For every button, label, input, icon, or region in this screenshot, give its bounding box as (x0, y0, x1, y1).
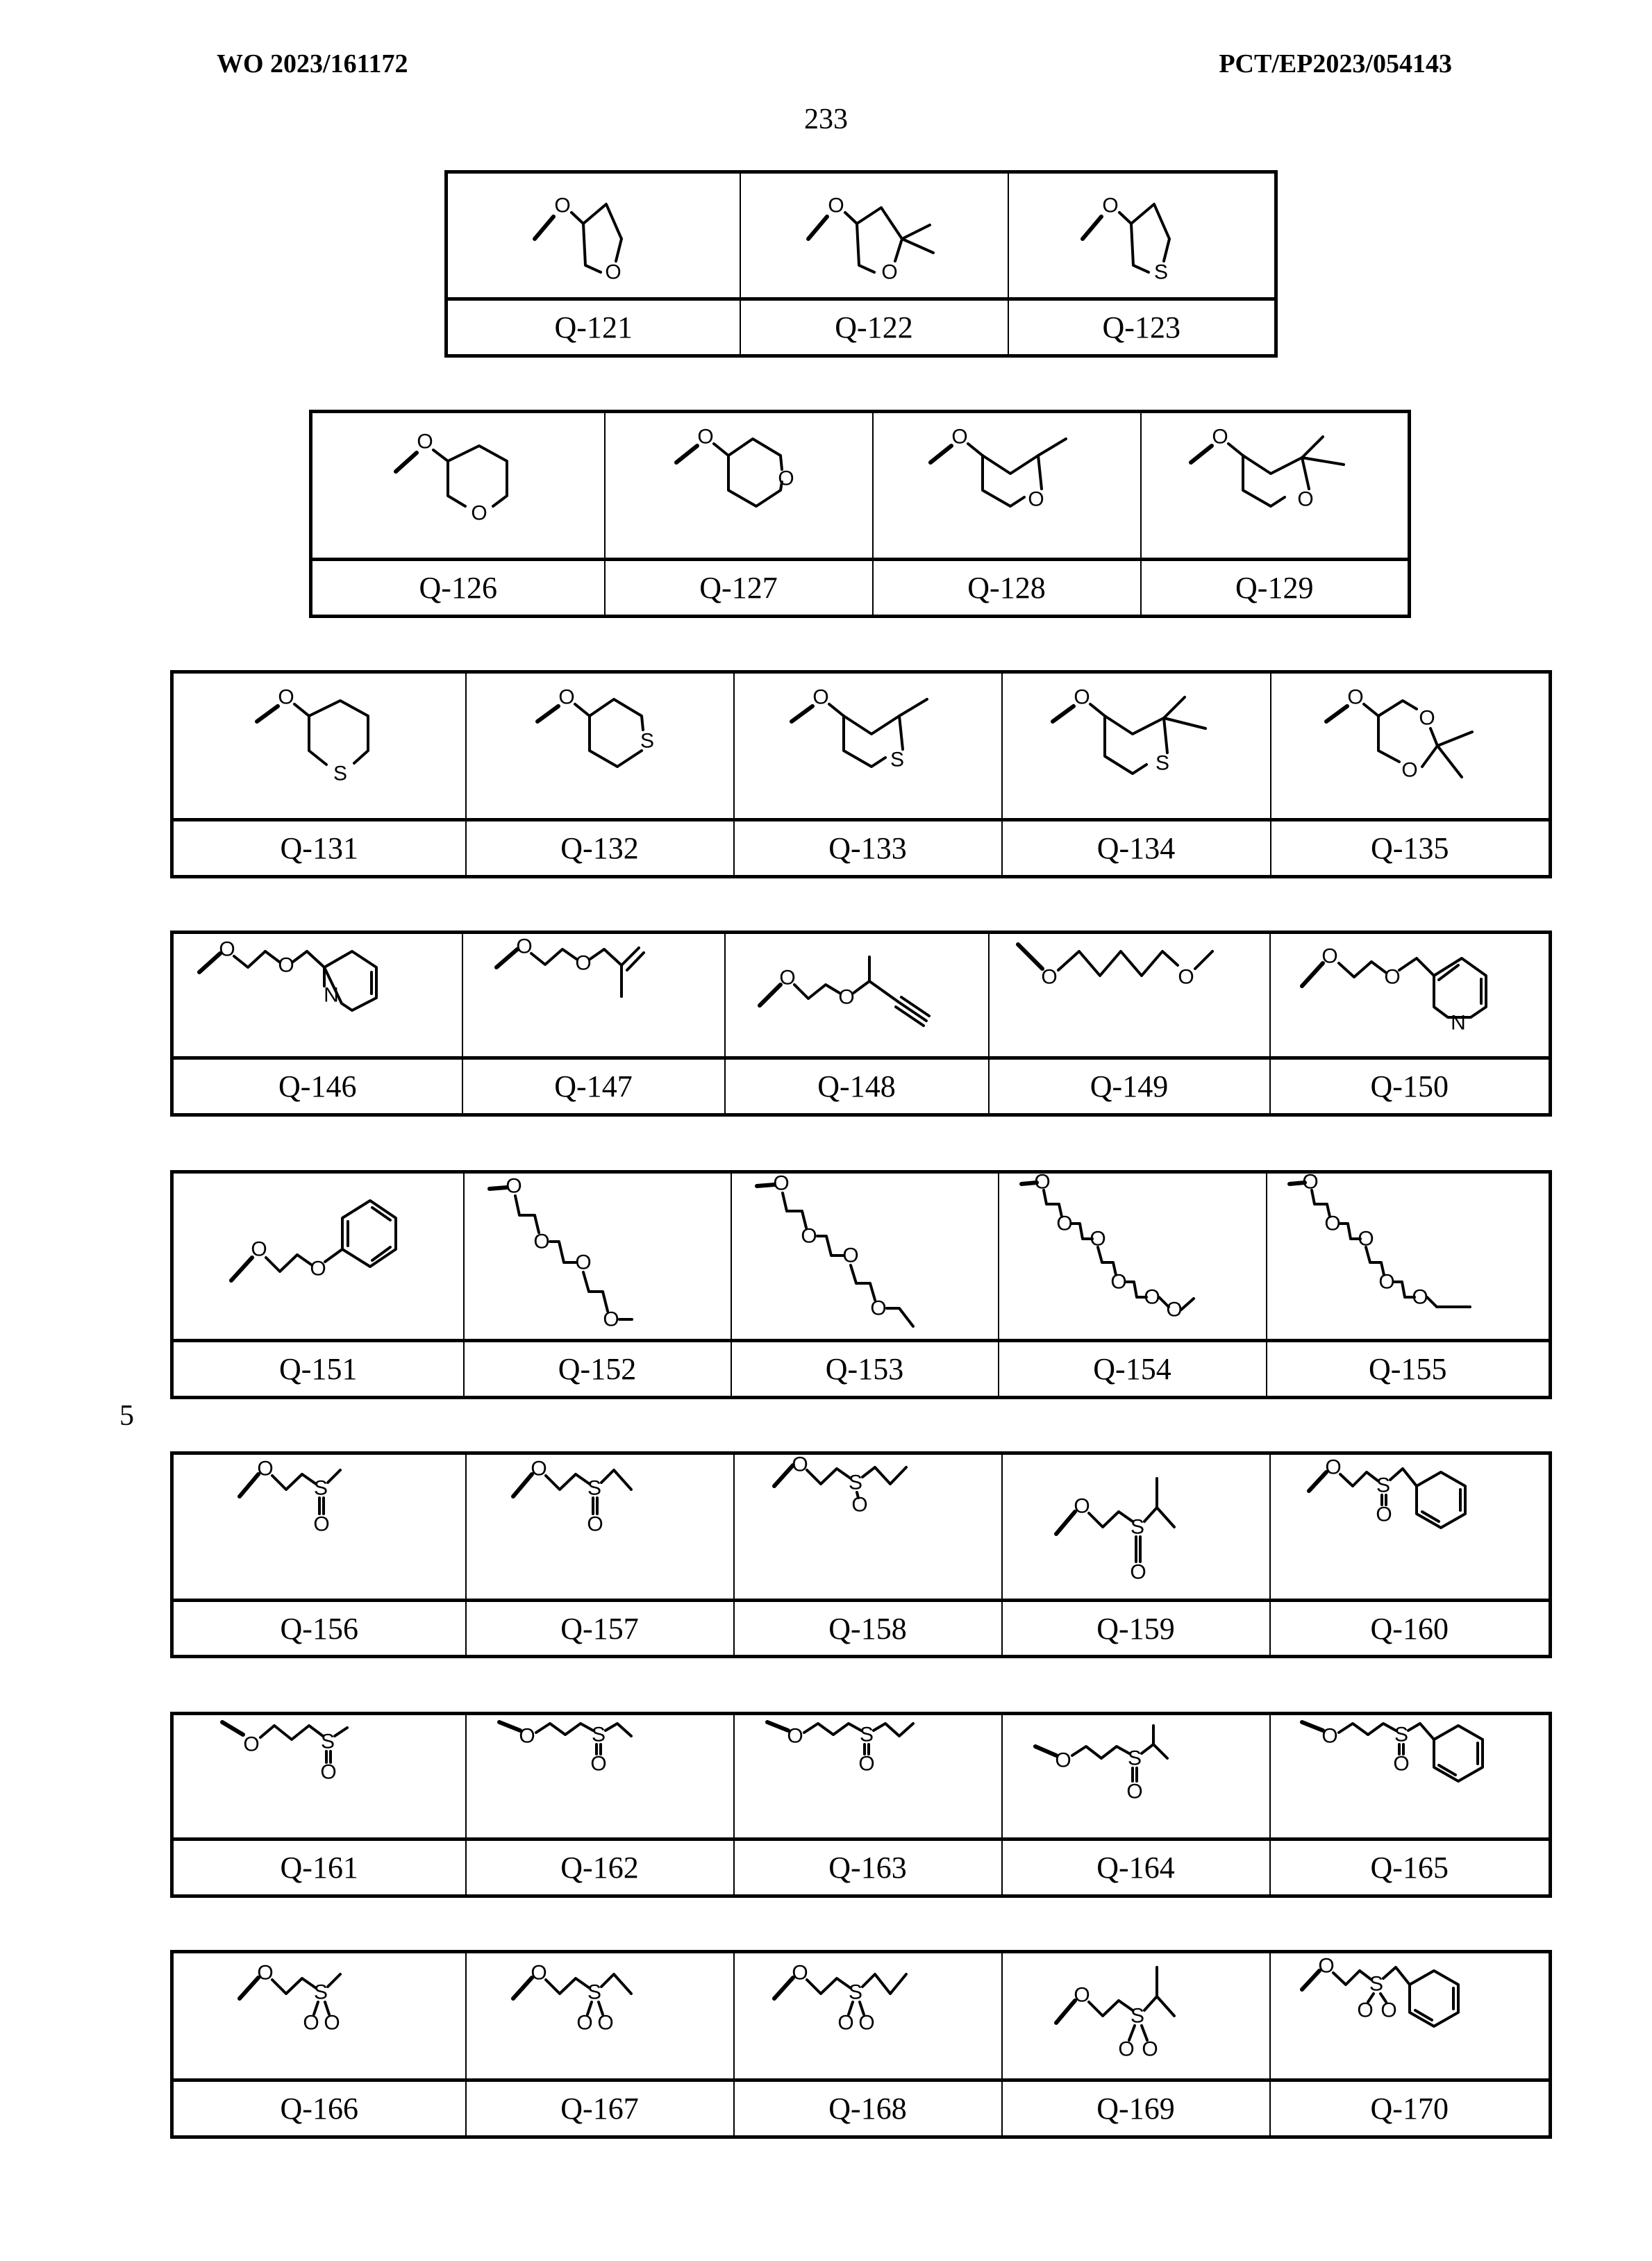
structure-q156-image (229, 1455, 410, 1545)
structure-q150-image (1285, 934, 1535, 1052)
structure-q160-image (1299, 1455, 1521, 1545)
compound-label: Q-153 (731, 1341, 999, 1398)
svg-text:O: O (1380, 1999, 1397, 2022)
svg-text:O: O (1318, 1954, 1335, 1978)
svg-text:O: O (590, 1752, 607, 1776)
compound-label: Q-133 (734, 820, 1002, 877)
compound-label: Q-123 (1008, 299, 1276, 356)
svg-text:O: O (605, 260, 621, 284)
structure-q170-image (1292, 1953, 1528, 2044)
structure-cell (462, 933, 725, 1058)
compound-label: Q-128 (873, 560, 1141, 617)
structure-q161-image (208, 1715, 431, 1799)
structure-q155-image (1283, 1174, 1533, 1333)
structure-table-4 (170, 931, 1552, 1117)
compound-label: Q-122 (740, 299, 1008, 356)
svg-text:O: O (1110, 1270, 1127, 1294)
structure-cell (172, 672, 466, 820)
svg-text:O: O (1212, 425, 1228, 449)
svg-text:O: O (313, 1512, 330, 1536)
structure-cell (1270, 933, 1551, 1058)
structure-q134-image (1039, 680, 1233, 812)
svg-text:S: S (1130, 2004, 1144, 2028)
svg-text:O: O (506, 1174, 522, 1198)
svg-text:O: O (791, 1961, 808, 1985)
structure-table-5 (170, 1170, 1552, 1399)
structure-table-2 (309, 410, 1411, 618)
page-number: 233 (804, 103, 848, 135)
structure-cell (466, 672, 734, 820)
svg-text:O: O (1073, 1494, 1090, 1517)
structure-cell (466, 1453, 734, 1601)
compound-label: Q-159 (1002, 1601, 1270, 1657)
structure-q128-image (917, 419, 1097, 551)
svg-text:O: O (778, 966, 796, 990)
compound-label: Q-161 (172, 1839, 466, 1896)
structure-cell (466, 1952, 734, 2080)
structure-cell (1002, 672, 1271, 820)
structure-table-3 (170, 670, 1552, 878)
structure-q153-image (746, 1174, 983, 1333)
structure-cell (464, 1172, 731, 1341)
svg-text:O: O (837, 2011, 854, 2035)
svg-text:O: O (837, 985, 855, 1009)
structure-cell (731, 1172, 999, 1341)
compound-label: Q-121 (447, 299, 740, 356)
svg-text:O: O (1126, 1780, 1143, 1803)
svg-text:S: S (313, 1476, 328, 1500)
structure-cell (172, 1714, 466, 1839)
structure-q147-image (490, 934, 698, 1024)
svg-text:S: S (640, 729, 654, 753)
compound-label: Q-164 (1002, 1839, 1270, 1896)
structure-q133-image (778, 680, 958, 812)
structure-cell (734, 672, 1002, 820)
svg-text:S: S (890, 748, 904, 771)
svg-text:S: S (587, 1980, 601, 2004)
svg-text:O: O (1357, 1999, 1374, 2022)
svg-text:O: O (1347, 685, 1364, 709)
svg-text:O: O (1376, 1503, 1392, 1526)
structure-q146-image (192, 934, 442, 1024)
structure-cell (1002, 1714, 1270, 1839)
svg-text:S: S (1153, 260, 1168, 284)
compound-label: Q-170 (1270, 2080, 1551, 2137)
svg-text:O: O (243, 1733, 260, 1756)
structure-cell (1267, 1172, 1551, 1341)
compound-label: Q-166 (172, 2080, 466, 2137)
svg-text:O: O (554, 194, 571, 217)
svg-text:O: O (1297, 487, 1314, 511)
svg-text:S: S (848, 1980, 862, 2004)
svg-text:O: O (1302, 1174, 1319, 1194)
compound-label: Q-150 (1270, 1058, 1551, 1115)
compound-label: Q-169 (1002, 2080, 1270, 2137)
svg-text:O: O (575, 1251, 592, 1274)
structure-cell (873, 412, 1141, 560)
svg-text:O: O (324, 2011, 340, 2035)
svg-text:O: O (777, 467, 794, 490)
svg-text:O: O (851, 1493, 868, 1517)
svg-text:O: O (1358, 1227, 1374, 1251)
svg-text:O: O (801, 1224, 817, 1248)
svg-text:O: O (1074, 685, 1090, 709)
compound-label: Q-160 (1270, 1601, 1551, 1657)
svg-text:O: O (786, 1724, 803, 1748)
structure-q166-image (229, 1953, 410, 2044)
structure-q135-image (1312, 680, 1507, 812)
svg-text:O: O (842, 1244, 859, 1267)
structure-cell (172, 1453, 466, 1601)
structure-cell (1270, 1714, 1551, 1839)
structure-q126-image (382, 419, 535, 551)
svg-text:S: S (1155, 751, 1170, 775)
structure-q149-image (1004, 934, 1254, 1010)
svg-text:O: O (1054, 1749, 1071, 1772)
svg-text:O: O (251, 1237, 267, 1261)
svg-text:S: S (320, 1730, 335, 1753)
svg-text:O: O (1378, 1270, 1395, 1294)
compound-label: Q-127 (605, 560, 873, 617)
structure-cell (734, 1952, 1002, 2080)
svg-text:O: O (881, 260, 898, 284)
svg-text:S: S (1369, 1972, 1383, 1996)
svg-text:S: S (587, 1476, 601, 1500)
svg-text:O: O (827, 194, 844, 217)
compound-label: Q-135 (1271, 820, 1551, 877)
structure-cell (172, 933, 462, 1058)
structure-cell (734, 1453, 1002, 1601)
svg-text:O: O (1321, 944, 1338, 968)
line-number: 5 (119, 1400, 134, 1432)
application-number: PCT/EP2023/054143 (1219, 49, 1452, 78)
compound-label: Q-131 (172, 820, 466, 877)
svg-text:S: S (333, 762, 347, 785)
structure-cell (1002, 1453, 1270, 1601)
svg-text:O: O (257, 1961, 274, 1985)
structure-q151-image (214, 1180, 422, 1333)
svg-text:S: S (1394, 1723, 1408, 1746)
svg-text:O: O (278, 953, 294, 977)
svg-text:O: O (596, 2011, 614, 2035)
structure-q167-image (503, 1953, 697, 2044)
structure-q148-image (753, 943, 961, 1047)
svg-text:O: O (1393, 1752, 1410, 1776)
compound-label: Q-168 (734, 2080, 1002, 2137)
structure-q158-image (764, 1455, 972, 1545)
svg-text:O: O (533, 1230, 550, 1253)
compound-label: Q-165 (1270, 1839, 1551, 1896)
structure-q123-image (1065, 183, 1218, 287)
structure-cell (725, 933, 989, 1058)
svg-text:O: O (1073, 1983, 1090, 2007)
svg-text:O: O (1165, 1298, 1183, 1321)
structure-q154-image (1015, 1174, 1251, 1333)
svg-text:O: O (858, 1752, 875, 1776)
structure-cell (740, 172, 1008, 299)
svg-text:O: O (1325, 1455, 1342, 1479)
svg-text:N: N (1450, 1011, 1466, 1035)
svg-text:O: O (530, 1457, 547, 1480)
publication-number: WO 2023/161172 (217, 49, 408, 78)
compound-label: Q-132 (466, 820, 734, 877)
svg-text:O: O (791, 1455, 808, 1476)
svg-text:O: O (303, 2011, 319, 2035)
svg-text:O: O (257, 1457, 274, 1480)
svg-text:O: O (586, 1512, 603, 1536)
svg-text:O: O (1056, 1212, 1073, 1235)
structure-q121-image (517, 183, 670, 287)
structure-cell (447, 172, 740, 299)
structure-q162-image (489, 1715, 711, 1799)
svg-text:O: O (1041, 965, 1058, 989)
svg-text:S: S (859, 1723, 874, 1746)
svg-text:O: O (951, 425, 968, 449)
structure-table-8 (170, 1950, 1552, 2139)
svg-text:S: S (313, 1980, 328, 2004)
svg-text:O: O (530, 1961, 547, 1985)
structure-q165-image (1292, 1715, 1528, 1805)
compound-label: Q-146 (172, 1058, 462, 1115)
svg-text:O: O (1143, 1285, 1160, 1309)
svg-text:S: S (591, 1723, 606, 1746)
svg-text:O: O (870, 1296, 887, 1320)
svg-text:O: O (1401, 758, 1418, 782)
structure-cell (734, 1714, 1002, 1839)
svg-text:S: S (1130, 1515, 1144, 1538)
compound-label: Q-155 (1267, 1341, 1551, 1398)
structure-cell (1270, 1952, 1551, 2080)
structure-q163-image (757, 1715, 979, 1799)
svg-text:O: O (219, 937, 235, 961)
svg-text:O: O (1178, 965, 1194, 989)
svg-text:O: O (310, 1257, 326, 1280)
structure-q169-image (1039, 1953, 1233, 2078)
compound-label: Q-129 (1141, 560, 1410, 617)
compound-label: Q-162 (466, 1839, 734, 1896)
svg-text:O: O (773, 1174, 790, 1195)
structure-q131-image (243, 680, 396, 812)
compound-label: Q-156 (172, 1601, 466, 1657)
svg-text:O: O (471, 501, 487, 525)
svg-text:O: O (518, 1724, 535, 1748)
structure-q152-image (479, 1174, 715, 1333)
svg-text:O: O (1102, 194, 1119, 217)
compound-label: Q-126 (311, 560, 605, 617)
structure-cell (605, 412, 873, 560)
compound-label: Q-148 (725, 1058, 989, 1115)
structure-cell (999, 1172, 1267, 1341)
compound-label: Q-157 (466, 1601, 734, 1657)
compound-label: Q-149 (989, 1058, 1270, 1115)
svg-text:N: N (324, 983, 340, 1007)
structure-q164-image (1025, 1715, 1247, 1819)
compound-label: Q-158 (734, 1601, 1002, 1657)
svg-text:O: O (858, 2011, 875, 2035)
svg-text:O: O (574, 951, 592, 975)
svg-text:O: O (812, 685, 829, 709)
structure-q127-image (662, 419, 815, 551)
svg-text:O: O (1384, 965, 1401, 989)
svg-text:O: O (1141, 2037, 1158, 2061)
compound-label: Q-152 (464, 1341, 731, 1398)
svg-text:O: O (1089, 1227, 1106, 1251)
structure-cell (311, 412, 605, 560)
svg-text:O: O (1033, 1174, 1051, 1194)
compound-label: Q-163 (734, 1839, 1002, 1896)
svg-text:O: O (1419, 706, 1435, 730)
compound-label: Q-134 (1002, 820, 1271, 877)
structure-cell (989, 933, 1270, 1058)
structure-cell (1002, 1952, 1270, 2080)
svg-text:O: O (603, 1308, 619, 1331)
svg-text:S: S (848, 1471, 862, 1494)
svg-text:O: O (278, 685, 294, 709)
compound-label: Q-167 (466, 2080, 734, 2137)
structure-table-7 (170, 1712, 1552, 1898)
structure-cell (172, 1952, 466, 2080)
structure-cell (172, 1172, 464, 1341)
structure-q132-image (524, 680, 676, 812)
structure-q159-image (1039, 1458, 1233, 1596)
structure-table-1 (444, 170, 1278, 358)
svg-text:O: O (417, 430, 433, 453)
compound-label: Q-147 (462, 1058, 725, 1115)
svg-text:O: O (320, 1760, 337, 1784)
structure-table-6 (170, 1451, 1552, 1658)
compound-label: Q-151 (172, 1341, 464, 1398)
structure-q168-image (764, 1953, 972, 2044)
svg-text:S: S (1376, 1474, 1390, 1497)
structure-q122-image (791, 183, 958, 287)
svg-text:O: O (1324, 1212, 1341, 1235)
svg-text:O: O (1321, 1724, 1338, 1748)
structure-cell (1008, 172, 1276, 299)
svg-text:O: O (558, 685, 575, 709)
svg-text:O: O (1412, 1285, 1428, 1309)
svg-text:O: O (515, 935, 533, 958)
svg-text:O: O (696, 425, 714, 449)
svg-text:O: O (576, 2011, 593, 2035)
structure-cell (1270, 1453, 1551, 1601)
structure-q157-image (503, 1455, 697, 1545)
structure-cell (466, 1714, 734, 1839)
svg-text:O: O (1117, 2037, 1135, 2061)
structure-cell (1141, 412, 1410, 560)
structure-cell (1271, 672, 1551, 820)
compound-label: Q-154 (999, 1341, 1267, 1398)
svg-text:O: O (1129, 1560, 1146, 1583)
svg-text:O: O (1027, 487, 1044, 511)
svg-text:S: S (1127, 1746, 1142, 1770)
structure-q129-image (1177, 419, 1371, 551)
